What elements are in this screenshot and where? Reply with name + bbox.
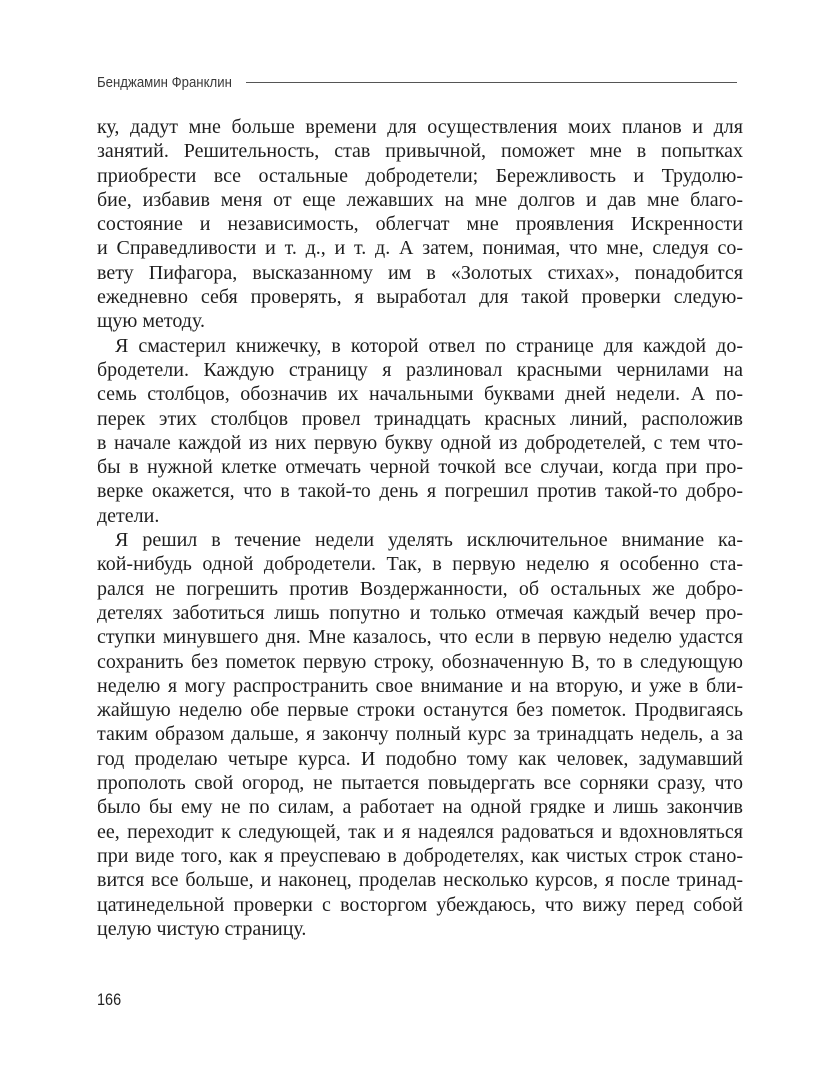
text-line: перек этих столбцов провел тринадцать красных линий, расположив [97, 407, 743, 430]
text-line: в начале каждой из них первую букву одной из добродетелей, с тем что- [97, 431, 743, 454]
text-line: кой-нибудь одной добродетели. Так, в первую неделю я особенно ста- [97, 553, 743, 576]
text-line: при виде того, как я преуспеваю в добродетелях, как чистых строк стано- [97, 844, 743, 867]
paragraph [97, 115, 743, 334]
text-line: целую чистую страницу. [97, 917, 307, 940]
text-line: детели. [97, 504, 160, 527]
paragraph [97, 334, 743, 528]
text-line: бы в нужной клетке отмечать черной точкой все случаи, когда при про- [97, 456, 743, 479]
text-line: бродетели. Каждую страницу я разлиновал красными чернилами на [97, 358, 743, 381]
text-line: состояние и независимость, облегчат мне проявления Искренности [97, 213, 743, 236]
text-line: вится все больше, и наконец, проделав несколько курсов, я после тринад- [97, 869, 743, 892]
text-line: было бы ему не по силам, а работает на одной грядке и лишь закончив [97, 796, 743, 819]
body-text [97, 115, 743, 941]
text-line: прополоть свой огород, не пытается повыдергать все сорняки сразу, что [97, 772, 743, 795]
text-line: ступки минувшего дня. Мне казалось, что если в первую неделю удастся [97, 626, 743, 649]
text-line: щую методу. [97, 310, 205, 333]
text-line: неделю я могу распространить свое внимание и на вторую, и уже в бли- [97, 674, 743, 697]
text-line: цатинедельной проверки с восторгом убеждаюсь, что вижу перед собой [97, 893, 743, 916]
header-rule [246, 82, 737, 83]
text-line: рался не погрешить против Воздержанности, об остальных же добро- [97, 577, 743, 600]
text-line: ежедневно себя проверять, я выработал для такой проверки следую- [97, 286, 743, 309]
text-line: вету Пифагора, высказанному им в «Золотых стихах», понадобится [97, 261, 743, 284]
text-line: ее, переходит к следующей, так и я надеялся радоваться и вдохновляться [97, 820, 743, 843]
running-title: Бенджамин Франклин [97, 74, 232, 91]
text-line: верке окажется, что в такой-то день я погрешил против такой-то добро- [97, 480, 743, 503]
text-line: жайшую неделю обе первые строки останутся без пометок. Продвигаясь [97, 699, 743, 722]
text-line: сохранить без пометок первую строку, обозначенную В, то в следующую [97, 650, 743, 673]
paragraph [97, 528, 743, 941]
text-line: и Справедливости и т. д., и т. д. А затем, понимая, что мне, следуя со- [97, 237, 743, 260]
running-header [97, 74, 737, 91]
text-line: год проделаю четыре курса. И подобно тому как человек, задумавший [97, 747, 743, 770]
text-line: Я смастерил книжечку, в которой отвел по странице для каждой до- [115, 334, 743, 357]
page-number: 166 [97, 990, 122, 1009]
text-line: Я решил в течение недели уделять исключительное внимание ка- [115, 529, 743, 552]
text-line: семь столбцов, обозначив их начальными буквами дней недели. А по- [97, 383, 743, 406]
text-line: бие, избавив меня от еще лежавших на мне долгов и дав мне благо- [97, 188, 743, 211]
text-line: ку, дадут мне больше времени для осуществления моих планов и для [97, 116, 743, 138]
text-line: таким образом дальше, я закончу полный курс за тринадцать недель, а за [97, 723, 743, 746]
text-line: занятий. Решительность, став привычной, поможет мне в попытках [97, 140, 743, 163]
text-line: приобрести все остальные добродетели; Бережливость и Трудолю- [97, 164, 743, 187]
text-line: детелях заботиться лишь попутно и только отмечая каждый вечер про- [97, 601, 743, 624]
